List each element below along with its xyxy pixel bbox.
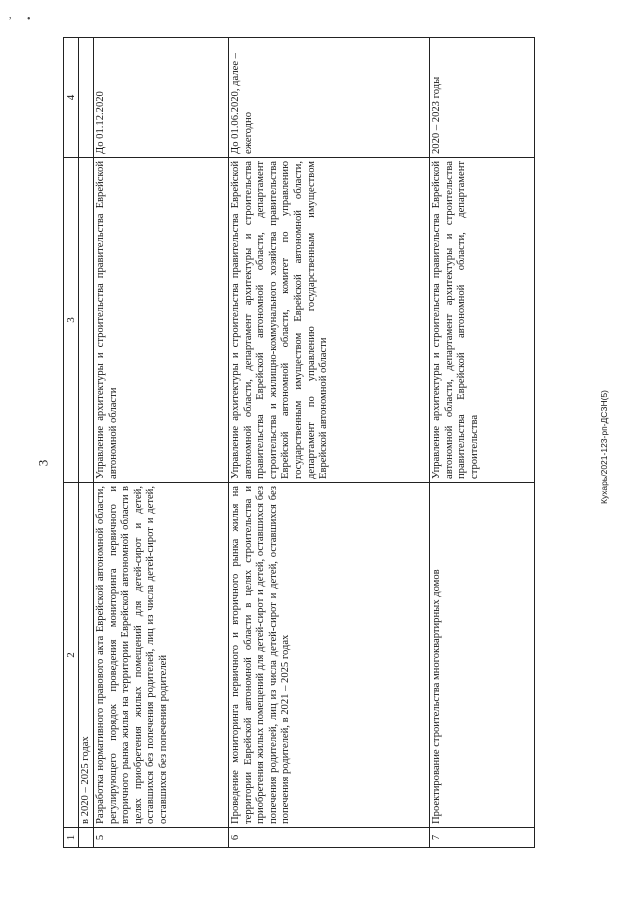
table-cell bbox=[79, 828, 94, 848]
period-subheader: в 2020 – 2025 годах bbox=[79, 483, 94, 828]
row-number: 5 bbox=[94, 828, 229, 848]
measures-table bbox=[63, 37, 535, 848]
table-header-row bbox=[64, 38, 79, 848]
table-row bbox=[79, 38, 94, 848]
measures-table-rotated bbox=[63, 38, 545, 848]
document-code: Кухарь/2021-123-рп-ДСЗН(5) bbox=[599, 390, 609, 504]
table-row bbox=[94, 38, 229, 848]
measure-cell: Проведение мониторинга первичного и вторичного рынка жилья на территории Еврейской автономной области в целях строительства и приобретения жилых помещений для детей-сирот и детей, оставшихся без попечения родителей, лиц из числа детей-сирот и детей, оставшихся без попечения родителей, в 2021 – 2025 годах bbox=[229, 483, 430, 828]
executor-cell: Управление архитектуры и строительства правительства Еврейской автономной области bbox=[94, 158, 229, 483]
row-number: 6 bbox=[229, 828, 430, 848]
executor-cell: Управление архитектуры и строительства правительства Еврейской автономной области, департамент архитектуры и строительства правительства Еврейской автономной области, департамент строительства bbox=[430, 158, 535, 483]
row-number: 7 bbox=[430, 828, 535, 848]
table-cell bbox=[79, 158, 94, 483]
column-header: 4 bbox=[64, 38, 79, 158]
table-row bbox=[229, 38, 430, 848]
scan-mark: • bbox=[27, 14, 31, 25]
column-header: 3 bbox=[64, 158, 79, 483]
scan-mark: , bbox=[9, 10, 12, 21]
deadline-cell: 2020 – 2023 годы bbox=[430, 38, 535, 158]
deadline-cell: До 01.12.2020 bbox=[94, 38, 229, 158]
executor-cell: Управление архитектуры и строительства правительства Еврейской автономной области, департамент архитектуры и строительства правительства Еврейской автономной области, департамент строительства и жилищно-коммунального хозяйства правительства Еврейской автономной области, комитет по управлению государственным имуществом Еврейской автономной области, департамент по управлению государственным имуществом Еврейской автономной области bbox=[229, 158, 430, 483]
column-header: 2 bbox=[64, 483, 79, 828]
measure-cell: Проектирование строительства многоквартирных домов bbox=[430, 483, 535, 828]
measure-cell: Разработка нормативного правового акта Еврейской автономной области, регулирующего порядок проведения мониторинга первичного и вторичного рынка жилья на территории Еврейской автономной области в целях приобретения жилых помещений для детей-сирот и детей, оставшихся без попечения родителей, лиц из числа детей-сирот и детей, оставшихся без попечения родителей bbox=[94, 483, 229, 828]
deadline-cell: До 01.06.2020, далее – ежегодно bbox=[229, 38, 430, 158]
table-row bbox=[430, 38, 535, 848]
table-cell bbox=[79, 38, 94, 158]
column-header: 1 bbox=[64, 828, 79, 848]
page-number: 3 bbox=[35, 459, 51, 467]
